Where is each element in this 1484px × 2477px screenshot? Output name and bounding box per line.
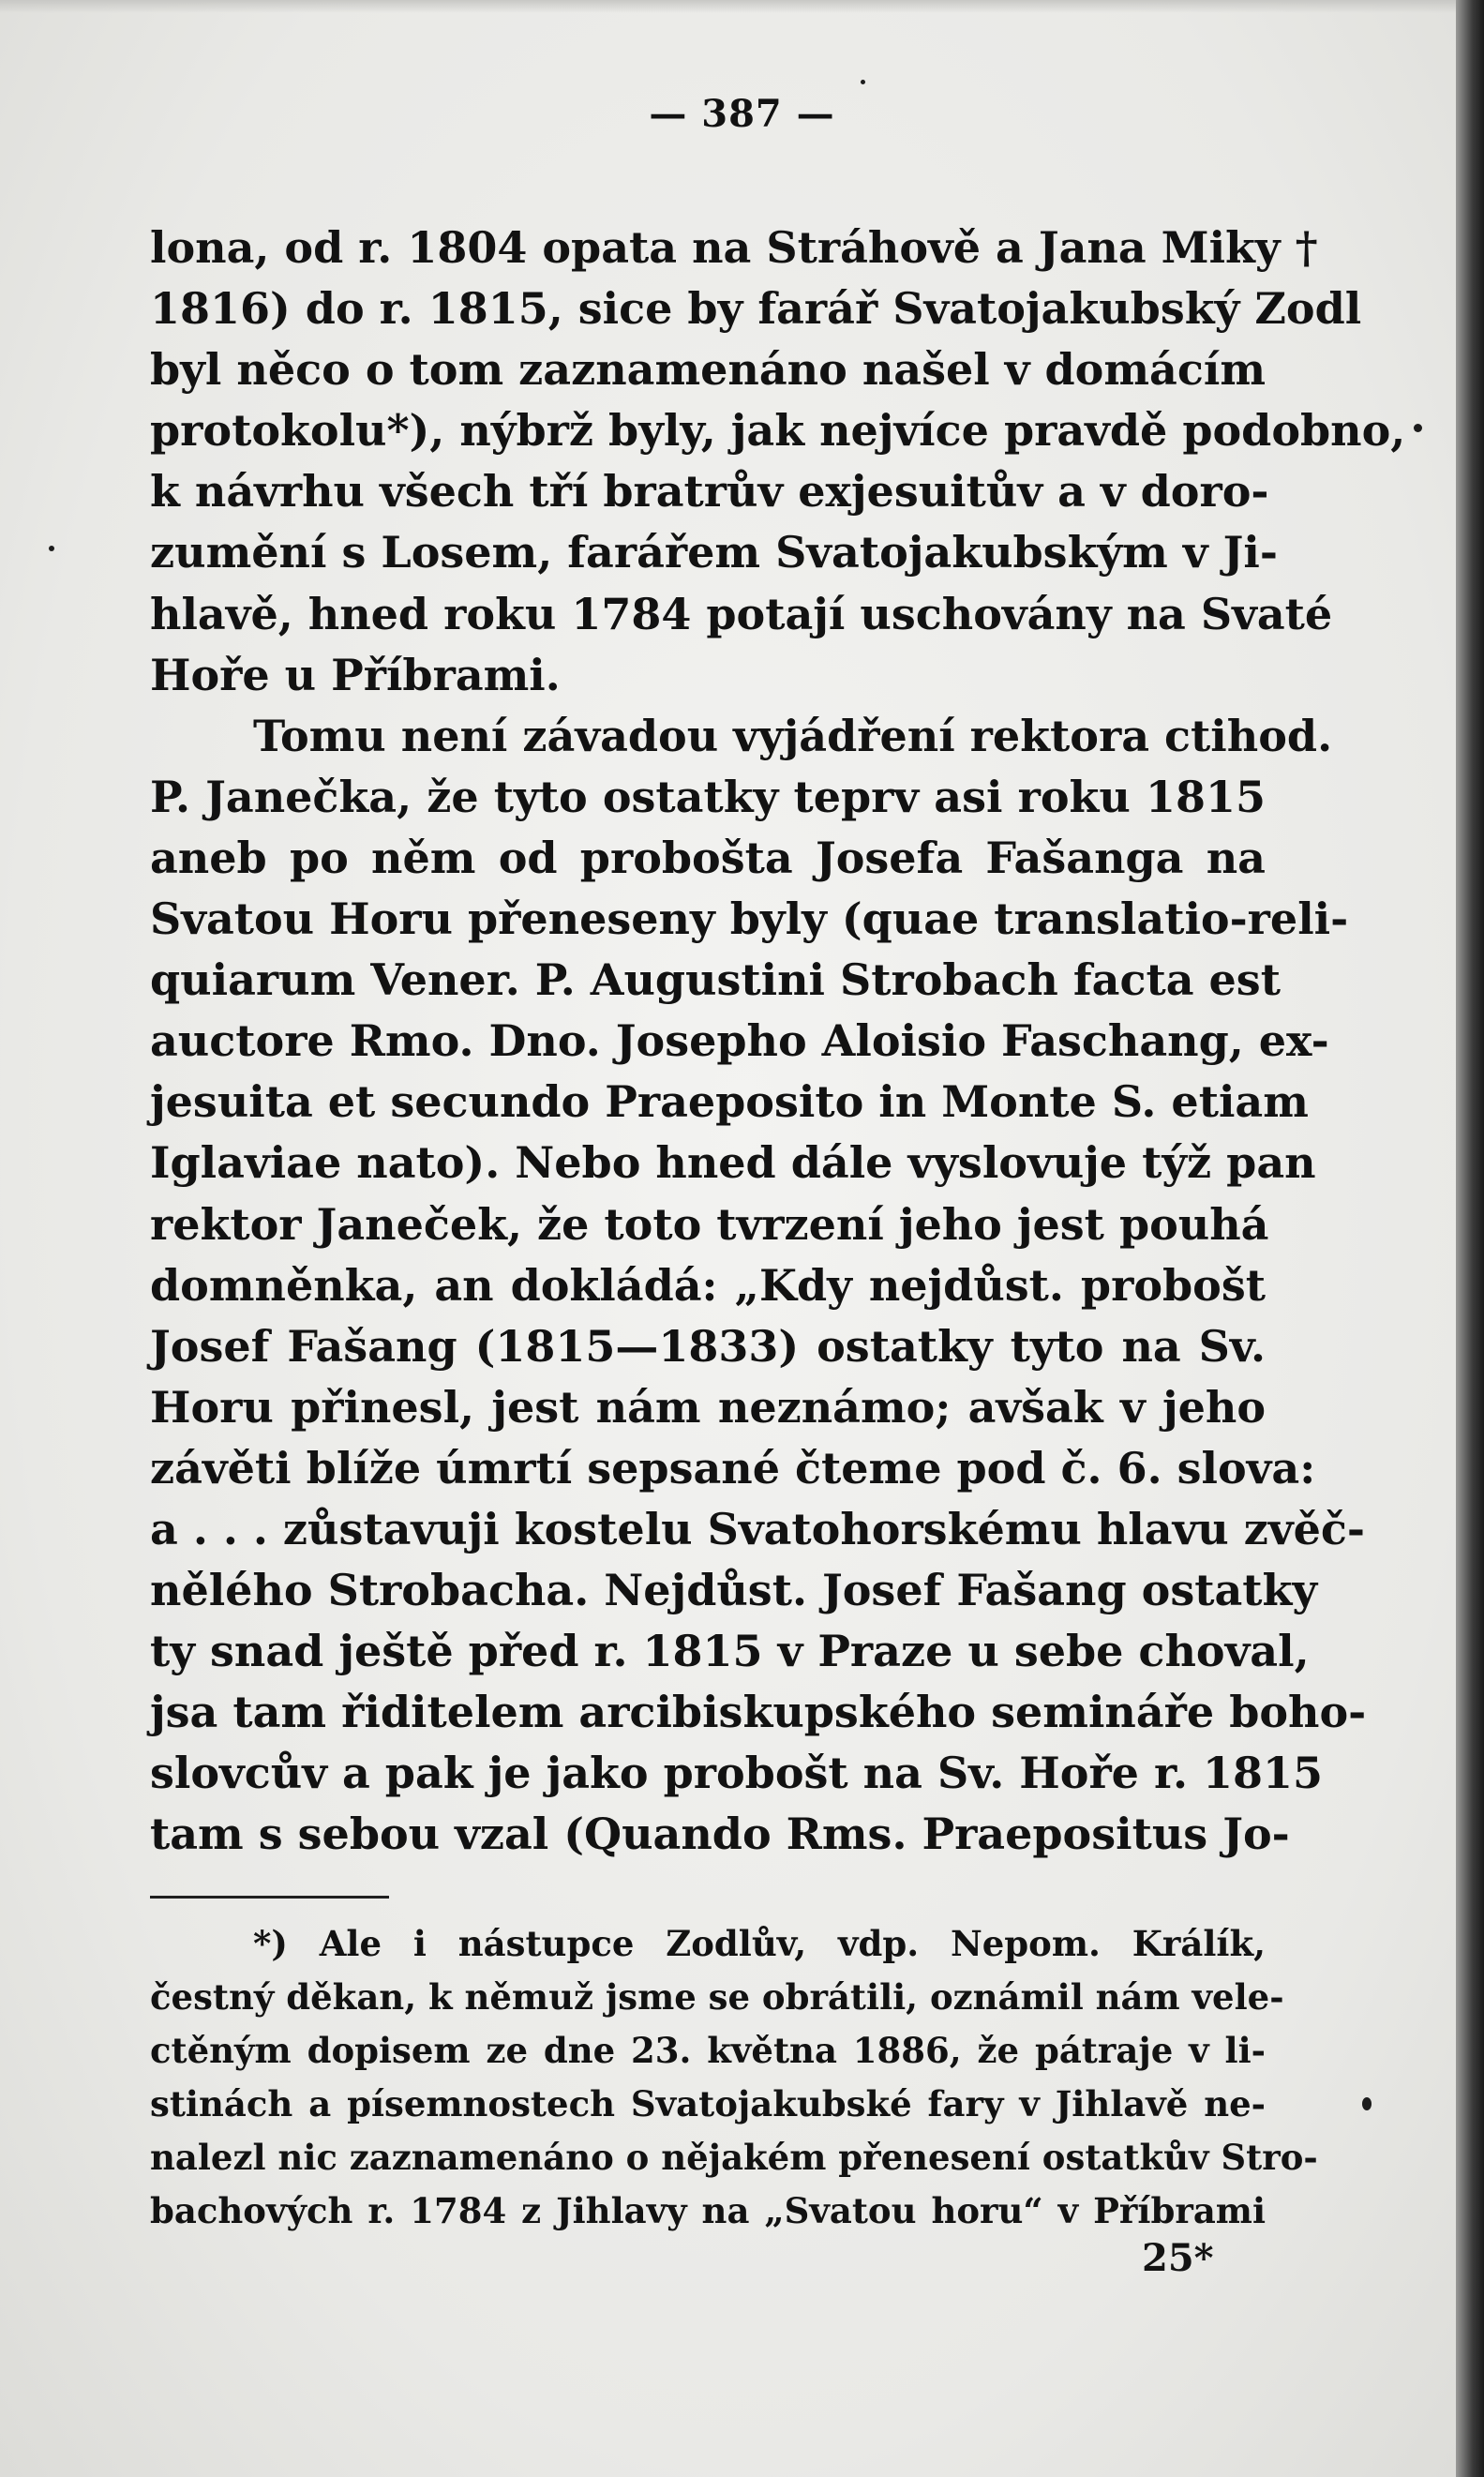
footnote-divider: [150, 1896, 389, 1899]
scan-speck: [1362, 2097, 1372, 2110]
text-line: jsa tam řiditelem arcibiskupského semináře boho-: [150, 1687, 1367, 1738]
text-line: byl něco o tom zaznamenáno našel v domácím: [150, 344, 1266, 396]
text-line: Tomu není závadou vyjádření rektora ctihod.: [253, 710, 1333, 761]
text-line: auctore Rmo. Dno. Josepho Aloisio Faschang, ex-: [150, 1015, 1329, 1067]
scan-speck: [1414, 424, 1422, 432]
text-line: aneb po něm od proboštа Josefa Fašanga na: [150, 832, 1266, 883]
footnote-line: ctěným dopisem ze dne 23. května 1886, že pátraje v li-: [150, 2030, 1266, 2071]
text-line: jesuita et secundo Praeposito in Monte S. etiam: [150, 1076, 1309, 1128]
text-line: a . . . zůstavuji kostelu Svatohorskému hlavu zvěč-: [150, 1503, 1365, 1554]
printer-signature-mark: 25*: [1142, 2236, 1214, 2280]
text-line: hlavě, hned roku 1784 potají uschovány na Svaté: [150, 588, 1333, 639]
footnote-line: *) Ale i nástupce Zodlův, vdp. Nepom. Králík,: [253, 1923, 1266, 1964]
text-line: lona, od r. 1804 opata na Stráhově a Jana Miky †: [150, 222, 1318, 273]
text-line: P. Janečka, že tyto ostatky teprv asi roku 1815: [150, 771, 1266, 822]
text-line: tam s sebou vzal (Quando Rms. Praepositus Jo-: [150, 1809, 1290, 1860]
scan-speck: [861, 80, 865, 84]
text-line: zumění s Losem, farářem Svatojakubským v Ji-: [150, 527, 1278, 578]
page-top-edge: [0, 0, 1484, 13]
text-line: ty snad ještě před r. 1815 v Praze u sebe choval,: [150, 1626, 1310, 1677]
footnote: [150, 1917, 1318, 2238]
footnote-line: nalezl nic zaznamenáno o nějakém přenesení ostatkův Stro-: [150, 2137, 1318, 2178]
text-line: Svatou Horu přeneseny byly (quae translatio-reli-: [150, 893, 1349, 945]
text-line: quiarum Vener. P. Augustini Strobach facta est: [150, 954, 1281, 1006]
text-line: závěti blíže úmrtí sepsané čteme pod č. 6. slova:: [150, 1442, 1316, 1494]
text-line: slovcův a pak je jako probošt na Sv. Hoře r. 1815: [150, 1748, 1324, 1799]
text-line: Horu přinesl, jest nám neznámo; avšak v jeho: [150, 1381, 1266, 1433]
text-line: protokolu*), nýbrž byly, jak nejvíce pravdě podobno,: [150, 405, 1406, 457]
footnote-line: bachových r. 1784 z Jihlavy na „Svatou horu“ v Příbrami: [150, 2190, 1266, 2231]
text-line: 1816) do r. 1815, sice by farář Svatojakubský Zodl: [150, 283, 1362, 335]
page-right-edge: [1456, 0, 1484, 2477]
text-line: nělého Strobacha. Nejdůst. Josef Fašang ostatky: [150, 1565, 1318, 1616]
text-line: Iglaviae nato). Nebo hned dále vyslovuje týž pan: [150, 1137, 1316, 1189]
text-line: k návrhu všech tří bratrův exjesuitův a v doro-: [150, 466, 1269, 518]
text-line: rektor Janeček, že toto tvrzení jeho jest pouhá: [150, 1198, 1269, 1250]
text-line: domněnka, an dokládá: „Kdy nejdůst. probošt: [150, 1259, 1266, 1311]
scan-speck: [49, 546, 54, 551]
footnote-line: čestný děkan, k němuž jsme se obrátili, oznámil nám vele-: [150, 1976, 1284, 2018]
page-number: — 387 —: [649, 92, 835, 136]
text-line: Hoře u Příbrami.: [150, 649, 561, 700]
main-text: [150, 218, 1406, 1866]
text-line: Josef Fašang (1815—1833) ostatky tyto na Sv.: [150, 1320, 1266, 1372]
footnote-line: stinách a písemnostech Svatojakubské fary v Jihlavě ne-: [150, 2083, 1266, 2124]
